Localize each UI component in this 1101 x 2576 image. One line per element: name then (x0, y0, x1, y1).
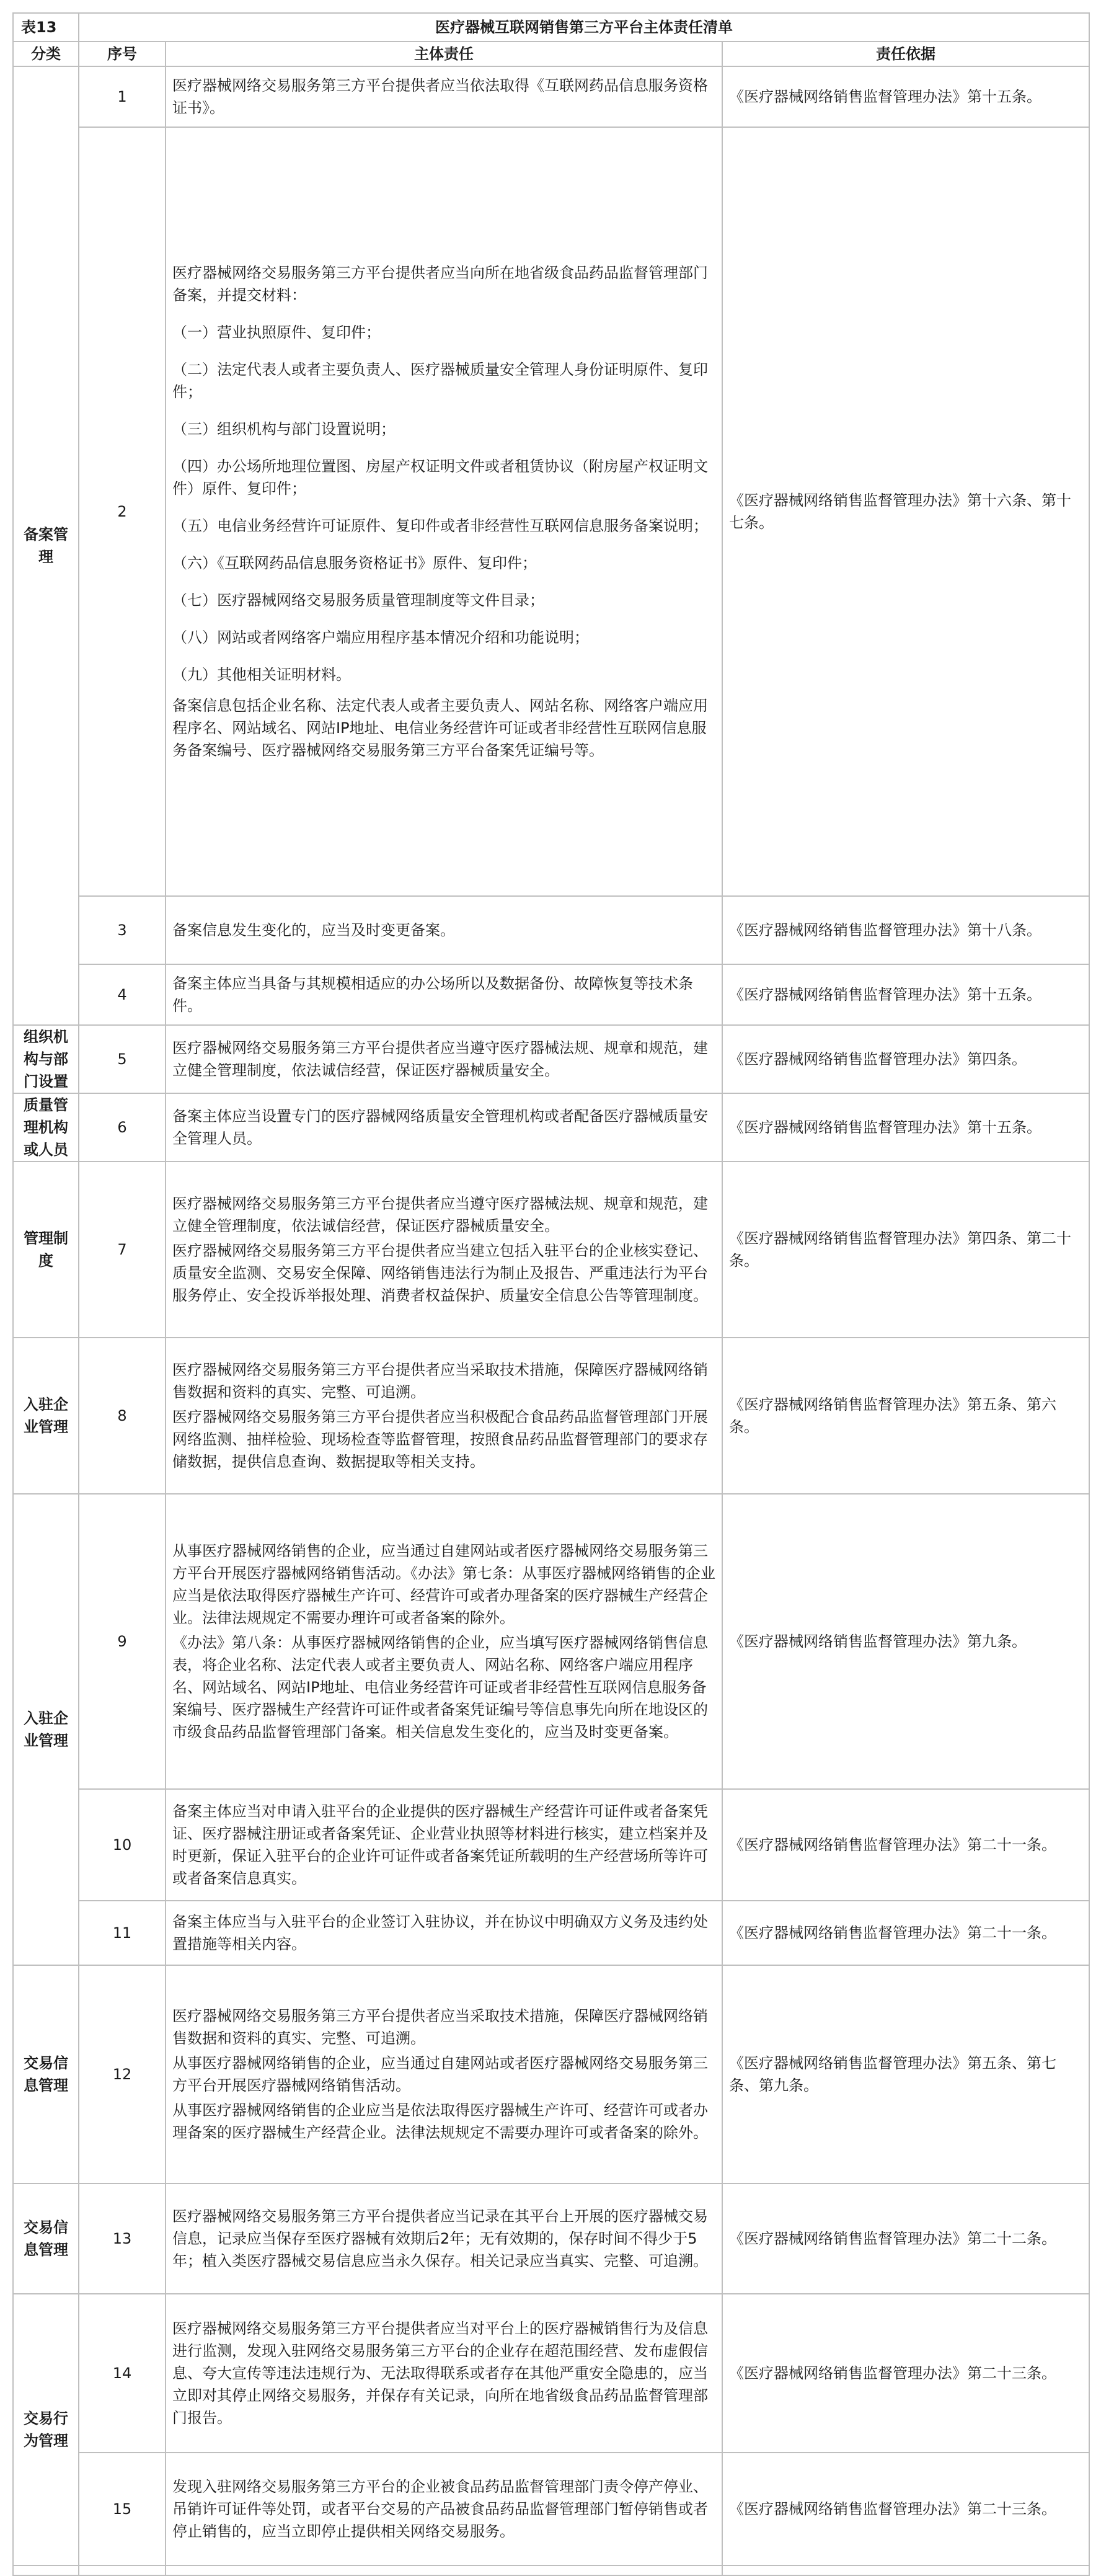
duty-cell (166, 1025, 722, 1093)
duty-cell (166, 1161, 722, 1338)
duty-paragraph: 从事医疗器械网络销售的企业，应当通过自建网站或者医疗器械网络交易服务第三方平台开展医疗器械网络销售活动。 (172, 2054, 708, 2094)
basis-cell: 《医疗器械网络销售监督管理办法》第九条。 (722, 1494, 1089, 1789)
basis-cell: 《医疗器械网络销售监督管理办法》第十五条。 (722, 964, 1089, 1025)
basis-cell: 《医疗器械网络销售监督管理办法》第四条。 (722, 1025, 1089, 1093)
table-row (13, 127, 1089, 896)
duty-paragraph: 医疗器械网络交易服务第三方平台提供者应当采取技术措施，保障医疗器械网络销售数据和资料的真实、完整、可追溯。 (172, 2007, 708, 2047)
table-row (13, 1494, 1089, 1789)
duty-paragraph: 医疗器械网络交易服务第三方平台提供者应当记录在其平台上开展的医疗器械交易信息，记录应当保存至医疗器械有效期后2年；无有效期的，保存时间不得少于5年；植入类医疗器械交易信息应当永久保存。相关记录应当真实、完整、可追溯。 (172, 2208, 708, 2270)
duty-cell (166, 2453, 722, 2565)
table-row (13, 66, 1089, 127)
number-cell: 11 (79, 1901, 166, 1965)
basis-cell: 《医疗器械网络销售监督管理办法》第十八条。 (722, 896, 1089, 964)
duty-paragraph: （五）电信业务经营许可证原件、复印件或者非经营性互联网信息服务备案说明； (172, 517, 708, 535)
empty-cell (79, 2565, 166, 2575)
duty-cell (166, 1338, 722, 1494)
category-cell: 入驻企业管理 (13, 1494, 79, 1965)
header-duty: 主体责任 (166, 42, 722, 66)
number-cell: 2 (79, 127, 166, 896)
empty-cell (13, 2565, 79, 2575)
duty-paragraph: 医疗器械网络交易服务第三方平台提供者应当对平台上的医疗器械销售行为及信息进行监测，发现入驻网络交易服务第三方平台的企业存在超范围经营、发布虚假信息、夸大宣传等违法违规行为、无法取得联系或者存在其他严重安全隐患的，应当立即对其停止网络交易服务，并保存有关记录，向所在地省级食品药品监督管理部门报告。 (172, 2320, 708, 2427)
duty-cell (166, 2294, 722, 2453)
table-header-row (13, 42, 1089, 66)
number-cell: 13 (79, 2183, 166, 2294)
table-row (13, 1093, 1089, 1161)
table-title-row (13, 13, 1089, 42)
duty-paragraph: （八）网站或者网络客户端应用程序基本情况介绍和功能说明； (172, 629, 589, 646)
category-cell: 交易信息管理 (13, 2183, 79, 2294)
duty-paragraph: （一）营业执照原件、复印件； (172, 324, 381, 341)
empty-cell (166, 2565, 722, 2575)
number-cell: 15 (79, 2453, 166, 2565)
duty-paragraph: （七）医疗器械网络交易服务质量管理制度等文件目录； (172, 592, 544, 609)
table-row (13, 1161, 1089, 1338)
category-cell: 交易信息管理 (13, 1965, 79, 2183)
duty-paragraph: 医疗器械网络交易服务第三方平台提供者应当积极配合食品药品监督管理部门开展网络监测、抽样检验、现场检查等监督管理，按照食品药品监督管理部门的要求存储数据，提供信息查询、数据提取等相关支持。 (172, 1408, 708, 1470)
duty-paragraph: 从事医疗器械网络销售的企业应当是依法取得医疗器械生产许可、经营许可或者办理备案的医疗器械生产经营企业。法律法规规定不需要办理许可或者备案的除外。 (172, 2102, 708, 2141)
duty-cell (166, 66, 722, 127)
header-category: 分类 (13, 42, 79, 66)
basis-cell: 《医疗器械网络销售监督管理办法》第二十二条。 (722, 2183, 1089, 2294)
number-cell: 5 (79, 1025, 166, 1093)
basis-cell: 《医疗器械网络销售监督管理办法》第十六条、第十七条。 (722, 127, 1089, 896)
basis-cell: 《医疗器械网络销售监督管理办法》第十五条。 (722, 66, 1089, 127)
duty-paragraph: （二）法定代表人或者主要负责人、医疗器械质量安全管理人身份证明原件、复印件； (172, 361, 708, 401)
table-row (13, 2294, 1089, 2453)
number-cell: 3 (79, 896, 166, 964)
duty-paragraph: 备案主体应当与入驻平台的企业签订入驻协议，并在协议中明确双方义务及违约处置措施等相关内容。 (172, 1913, 708, 1953)
category-cell: 交易行为管理 (13, 2294, 79, 2565)
duty-paragraph: 备案信息包括企业名称、法定代表人或者主要负责人、网站名称、网络客户端应用程序名、网站域名、网站IP地址、电信业务经营许可证或者非经营性互联网信息服务备案编号、医疗器械网络交易服务第三方平台备案凭证编号等。 (172, 697, 708, 759)
basis-cell: 《医疗器械网络销售监督管理办法》第十五条。 (722, 1093, 1089, 1161)
table-row (13, 1338, 1089, 1494)
duty-paragraph: 医疗器械网络交易服务第三方平台提供者应当遵守医疗器械法规、规章和规范，建立健全管理制度，依法诚信经营，保证医疗器械质量安全。 (172, 1195, 708, 1235)
duty-paragraph: 医疗器械网络交易服务第三方平台提供者应当向所在地省级食品药品监督管理部门备案，并提交材料： (172, 264, 708, 304)
basis-cell: 《医疗器械网络销售监督管理办法》第五条、第七条、第九条。 (722, 1965, 1089, 2183)
responsibility-table (12, 12, 1090, 2576)
duty-cell (166, 1789, 722, 1901)
duty-cell (166, 896, 722, 964)
category-cell: 组织机构与部门设置 (13, 1025, 79, 1093)
duty-paragraph: 医疗器械网络交易服务第三方平台提供者应当采取技术措施，保障医疗器械网络销售数据和资料的真实、完整、可追溯。 (172, 1361, 708, 1401)
basis-cell: 《医疗器械网络销售监督管理办法》第二十一条。 (722, 1789, 1089, 1901)
table-row (13, 1901, 1089, 1965)
duty-paragraph: 医疗器械网络交易服务第三方平台提供者应当建立包括入驻平台的企业核实登记、质量安全监测、交易安全保障、网络销售违法行为制止及报告、严重违法行为平台服务停止、安全投诉举报处理、消费者权益保护、质量安全信息公告等管理制度。 (172, 1242, 708, 1304)
category-cell: 入驻企业管理 (13, 1338, 79, 1494)
basis-cell: 《医疗器械网络销售监督管理办法》第二十三条。 (722, 2453, 1089, 2565)
table-row (13, 1965, 1089, 2183)
duty-paragraph: （三）组织机构与部门设置说明； (172, 420, 396, 438)
empty-cell (722, 2565, 1089, 2575)
table-row-empty (13, 2565, 1089, 2575)
duty-cell (166, 1093, 722, 1161)
duty-paragraph: 备案信息发生变化的，应当及时变更备案。 (172, 922, 455, 939)
number-cell: 6 (79, 1093, 166, 1161)
duty-cell (166, 1965, 722, 2183)
duty-paragraph: （九）其他相关证明材料。 (172, 666, 351, 683)
number-cell: 9 (79, 1494, 166, 1789)
basis-cell: 《医疗器械网络销售监督管理办法》第五条、第六条。 (722, 1338, 1089, 1494)
duty-paragraph: 从事医疗器械网络销售的企业，应当通过自建网站或者医疗器械网络交易服务第三方平台开展医疗器械网络销售活动。《办法》第七条：从事医疗器械网络销售的企业应当是依法取得医疗器械生产许可、经营许可或者办理备案的医疗器械生产经营企业。法律法规规定不需要办理许可或者备案的除外。 (172, 1542, 715, 1627)
category-cell: 备案管理 (13, 66, 79, 1025)
duty-cell (166, 127, 722, 896)
table-row (13, 2453, 1089, 2565)
header-basis: 责任依据 (722, 42, 1089, 66)
basis-cell: 《医疗器械网络销售监督管理办法》第二十三条。 (722, 2294, 1089, 2453)
number-cell: 10 (79, 1789, 166, 1901)
number-cell: 4 (79, 964, 166, 1025)
table-row (13, 1789, 1089, 1901)
duty-paragraph: （六）《互联网药品信息服务资格证书》原件、复印件； (172, 554, 537, 572)
table-row (13, 896, 1089, 964)
number-cell: 1 (79, 66, 166, 127)
category-cell: 管理制度 (13, 1161, 79, 1338)
category-cell: 质量管理机构或人员 (13, 1093, 79, 1161)
duty-paragraph: 医疗器械网络交易服务第三方平台提供者应当遵守医疗器械法规、规章和规范，建立健全管理制度，依法诚信经营，保证医疗器械质量安全。 (172, 1039, 708, 1079)
duty-paragraph: 医疗器械网络交易服务第三方平台提供者应当依法取得《互联网药品信息服务资格证书》。 (172, 77, 708, 117)
duty-paragraph: 发现入驻网络交易服务第三方平台的企业被食品药品监督管理部门责令停产停业、吊销许可证件等处罚，或者平台交易的产品被食品药品监督管理部门暂停销售或者停止销售的，应当立即停止提供相关网络交易服务。 (172, 2478, 708, 2540)
duty-paragraph: 备案主体应当设置专门的医疗器械网络质量安全管理机构或者配备医疗器械质量安全管理人员。 (172, 1108, 708, 1147)
number-cell: 14 (79, 2294, 166, 2453)
number-cell: 8 (79, 1338, 166, 1494)
duty-paragraph: （四）办公场所地理位置图、房屋产权证明文件或者租赁协议（附房屋产权证明文件）原件、复印件； (172, 458, 708, 497)
number-cell: 12 (79, 1965, 166, 2183)
duty-cell (166, 964, 722, 1025)
table-row (13, 964, 1089, 1025)
basis-cell: 《医疗器械网络销售监督管理办法》第四条、第二十条。 (722, 1161, 1089, 1338)
table-row (13, 2183, 1089, 2294)
number-cell: 7 (79, 1161, 166, 1338)
table-label: 表13 (13, 13, 79, 42)
basis-cell: 《医疗器械网络销售监督管理办法》第二十一条。 (722, 1901, 1089, 1965)
duty-paragraph: 备案主体应当具备与其规模相适应的办公场所以及数据备份、故障恢复等技术条件。 (172, 975, 693, 1015)
duty-paragraph: 备案主体应当对申请入驻平台的企业提供的医疗器械生产经营许可证件或者备案凭证、医疗器械注册证或者备案凭证、企业营业执照等材料进行核实，建立档案并及时更新，保证入驻平台的企业许可证件或者备案凭证所载明的生产经营场所等许可或者备案信息真实。 (172, 1803, 708, 1887)
duty-paragraph: 《办法》第八条：从事医疗器械网络销售的企业，应当填写医疗器械网络销售信息表，将企业名称、法定代表人或者主要负责人、网站名称、网络客户端应用程序名、网站域名、网站IP地址、电信业务经营许可证或者非经营性互联网信息服务备案编号、医疗器械生产经营许可证件或者备案凭证编号等信息事先向所在地设区的市级食品药品监督管理部门备案。相关信息发生变化的，应当及时变更备案。 (172, 1634, 708, 1741)
duty-cell (166, 2183, 722, 2294)
table-row (13, 1025, 1089, 1093)
duty-cell (166, 1494, 722, 1789)
header-number: 序号 (79, 42, 166, 66)
table-title: 医疗器械互联网销售第三方平台主体责任清单 (79, 13, 1089, 42)
duty-cell (166, 1901, 722, 1965)
